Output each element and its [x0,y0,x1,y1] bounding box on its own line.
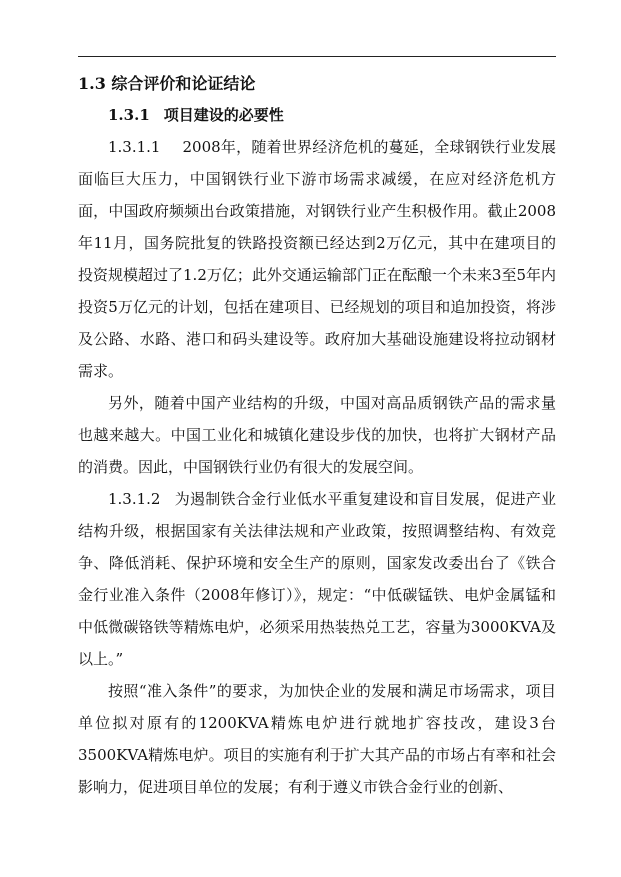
subsection-title: 项目建设的必要性 [163,106,284,124]
paragraph-text: 2008年，随着世界经济危机的蔓延，全球钢铁行业发展面临巨大压力，中国钢铁行业下游市场需求减缓，在应对经济危机方面，中国政府频频出台政策措施，对钢铁行业产生积极作用。截止2008年11月，国务院批复的铁路投资额已经达到2万亿元，其中在建项目的投资规模超过了1.2万亿；此外交通运输部门正在酝酿一个未来3至5年内投资5万亿元的计划，包括在建项目、已经规划的项目和追加投资，将涉及公路、水路、港口和码头建设等。政府加大基础设施建设将拉动钢材需求。 [78,138,556,380]
paragraph-number: 1.3.1.2 [108,490,161,508]
subsection-heading [108,104,284,126]
paragraph-project-plan [78,675,556,803]
header-rule [78,56,556,57]
paragraph-industry-upgrade [78,387,556,483]
paragraph-text: 另外，随着中国产业结构的升级，中国对高品质钢铁产品的需求量也越来越大。中国工业化和城镇化建设步伐的加快，也将扩大钢材产品的消费。因此，中国钢铁行业仍有很大的发展空间。 [78,394,556,476]
paragraph-admission-conditions [78,483,556,675]
section-heading: 1.3 综合评价和论证结论 [78,74,256,93]
paragraph-number: 1.3.1.1 [108,138,161,156]
paragraph-text: 按照“准入条件”的要求，为加快企业的发展和满足市场需求，项目单位拟对原有的1200KVA精炼电炉进行就地扩容技改，建设3台3500KVA精炼电炉。项目的实施有利于扩大其产品的市场占有率和社会影响力，促进项目单位的发展；有利于遵义市铁合金行业的创新、 [78,682,556,796]
paragraph-economic-crisis [78,131,556,387]
paragraph-text: 为遏制铁合金行业低水平重复建设和盲目发展，促进产业结构升级，根据国家有关法律法规和产业政策，按照调整结构、有效竞争、降低消耗、保护环境和安全生产的原则，国家发改委出台了《铁合金行业准入条件（2008年修订）》，规定：“中低碳锰铁、电炉金属锰和中低微碳铬铁等精炼电炉，必须采用热装热兑工艺，容量为3000KVA及以上。” [78,490,556,668]
subsection-number: 1.3.1 [108,106,150,124]
